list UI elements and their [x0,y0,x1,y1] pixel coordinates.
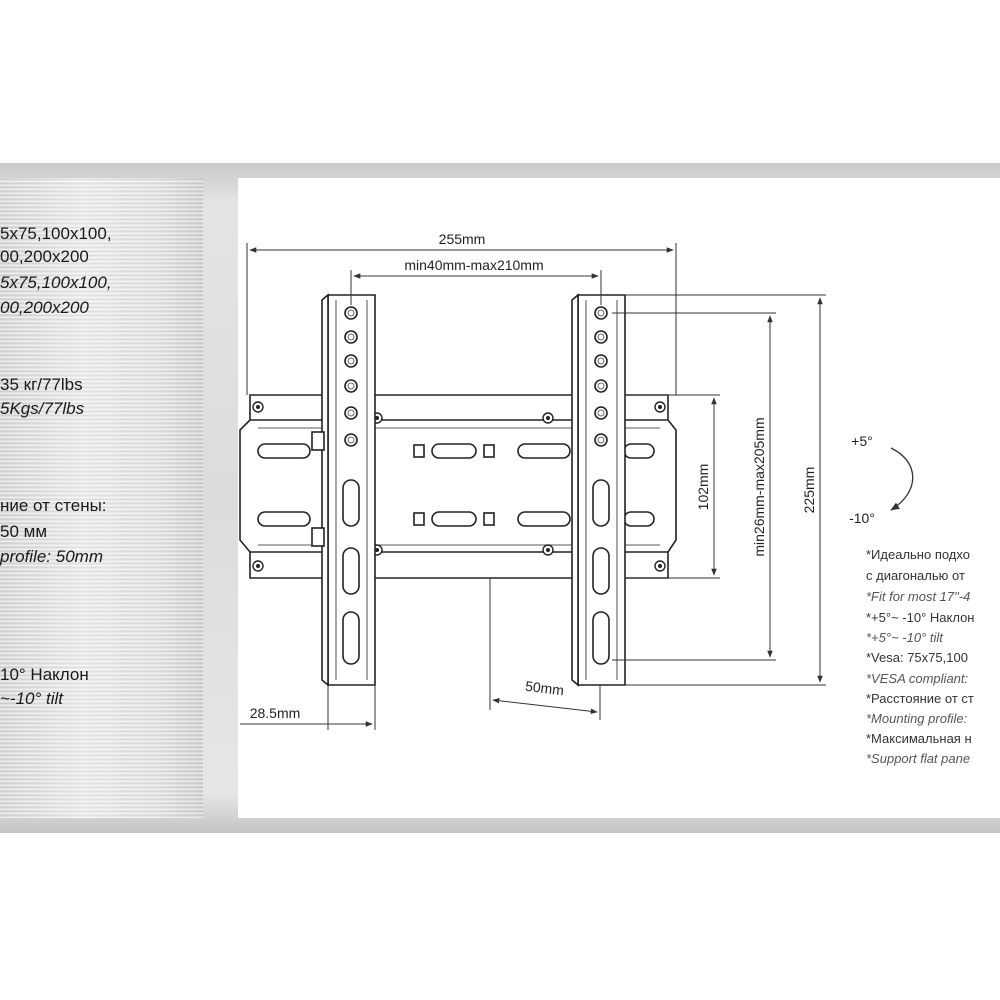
dim-wall-profile-label: 50mm [524,677,565,699]
dim-bracket-height-label: 102mm [695,463,711,511]
profile-line-en: profile: 50mm [0,547,103,566]
spec-line: *Идеально подхо [866,547,970,562]
tilt-line-ru: 10° Наклон [0,665,89,684]
tilt-up-label: +5° [851,433,873,449]
spec-line: *+5°~ -10° Наклон [866,610,975,625]
spec-line: *Support flat pane [866,751,971,766]
tilt-down-label: -10° [849,510,875,526]
spec-line: с диагональю от [866,568,965,583]
vesa-line-ru-1: 5x75,100x100, [0,224,112,243]
distance-line-ru-1: ние от стены: [0,496,107,515]
dim-vertical-range-label: min26mm-max205mm [751,417,767,557]
dim-bracket-depth-label: 28.5mm [249,705,301,721]
vesa-line-en-1: 5x75,100x100, [0,273,112,292]
left-bracket-arm [312,295,375,685]
spec-line: *Расстояние от ст [866,691,974,706]
right-bracket-arm [572,295,625,685]
dim-overall-width-label: 255mm [438,231,486,247]
tilt-arrow [891,448,913,510]
spec-line: *Vesa: 75x75,100 [866,650,968,665]
spec-line: *VESA compliant: [866,671,969,686]
dim-hole-spacing [351,270,601,305]
load-line-en: 5Kgs/77lbs [0,399,85,418]
dim-hole-spacing-label: min40mm-max210mm [404,257,544,273]
spec-line: *Mounting profile: [866,711,968,726]
tilt-line-en: ~-10° tilt [0,689,64,708]
spec-line: *Fit for most 17"-4 [866,589,971,604]
spec-line: *Максимальная н [866,731,972,746]
vesa-line-ru-2: 00,200x200 [0,247,89,266]
dim-overall-height-label: 225mm [801,466,817,514]
distance-line-ru-2: 50 мм [0,522,48,541]
load-line-ru: 35 кг/77lbs [0,375,83,394]
vesa-line-en-2: 00,200x200 [0,298,89,317]
spec-line: *+5°~ -10° tilt [866,630,943,645]
